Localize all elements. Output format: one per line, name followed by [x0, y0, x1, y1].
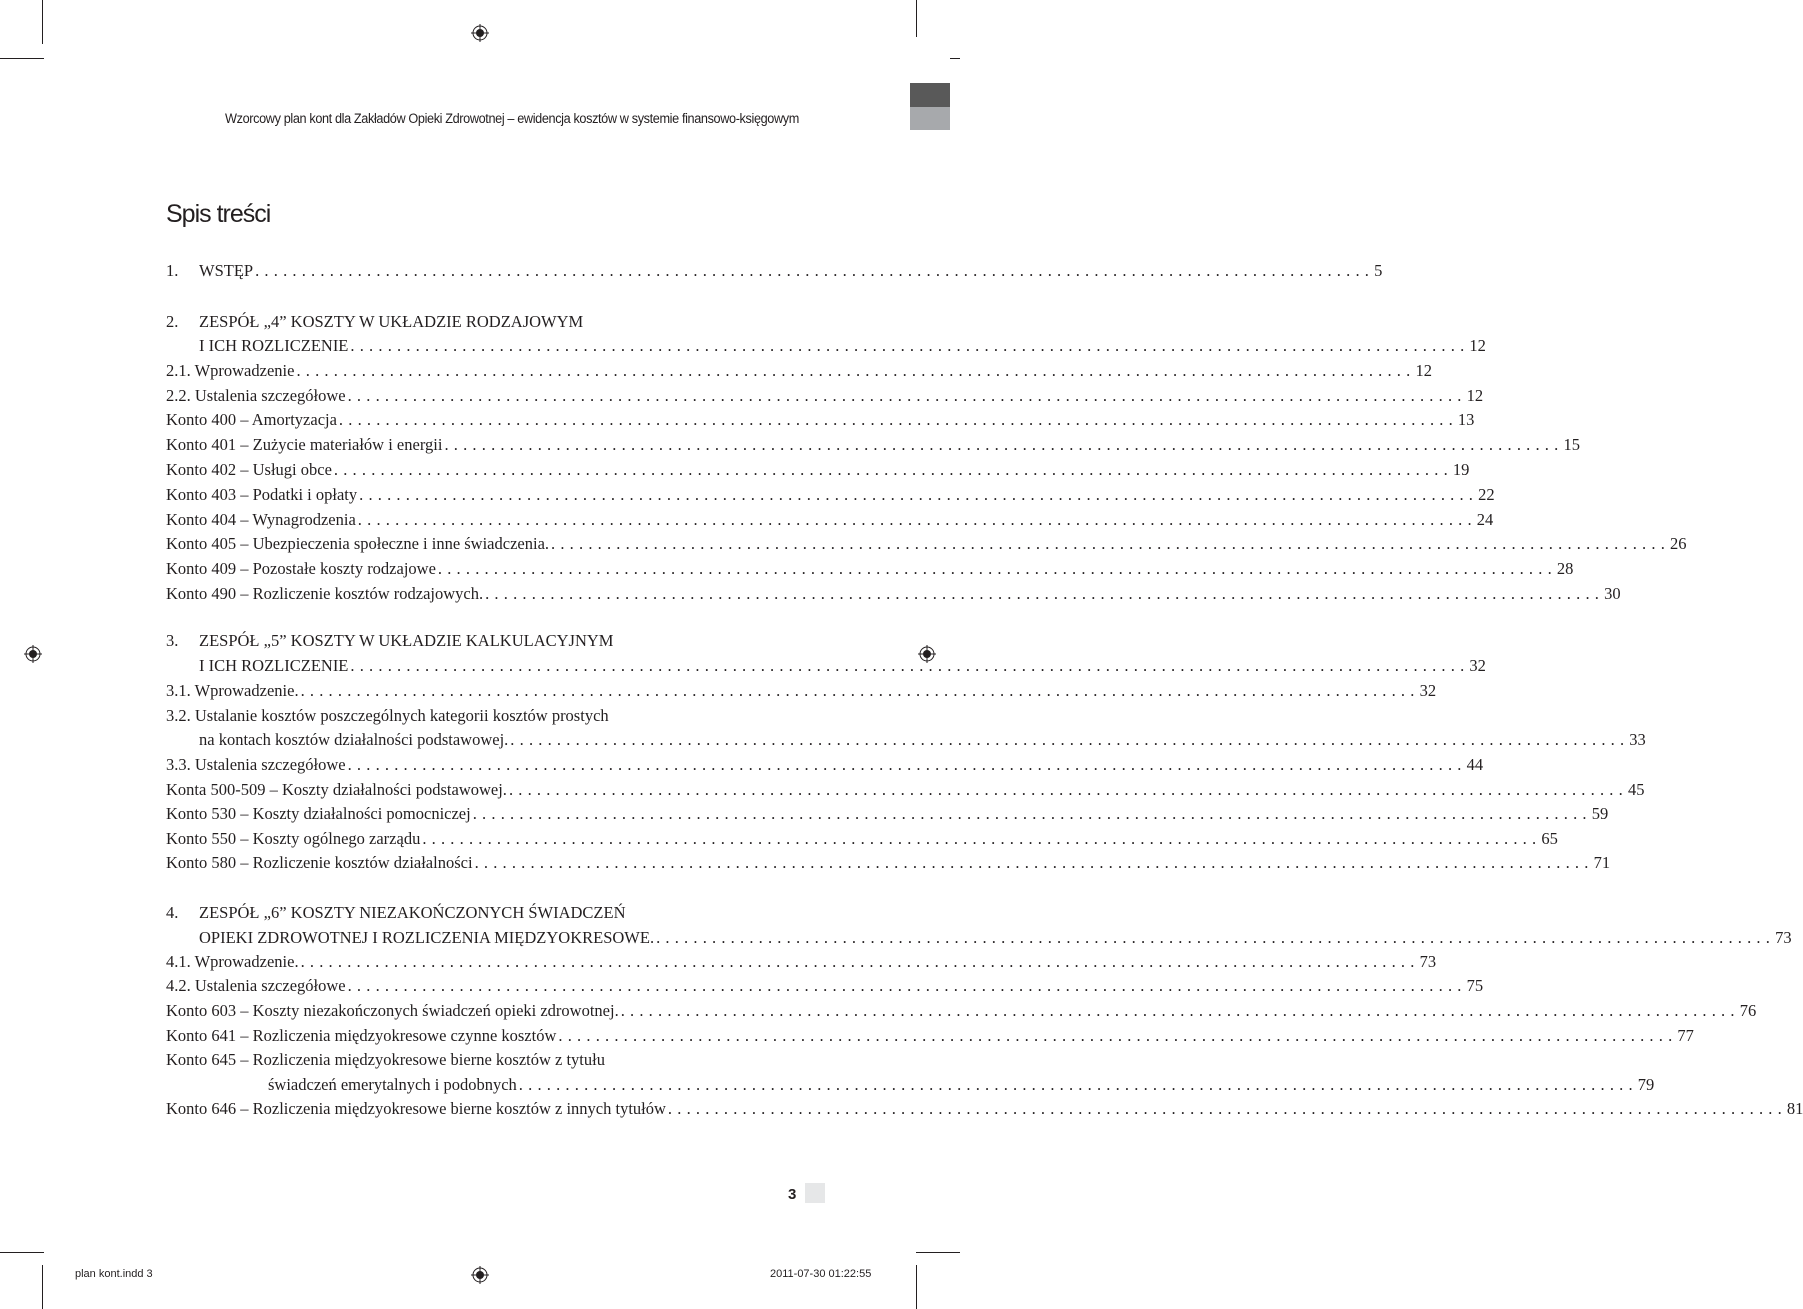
dot-leader: ........................................................................................................................	[656, 928, 1776, 947]
toc-entry-label: ZESPÓŁ „5” KOSZTY W UKŁADZIE KALKULACYJNYM	[199, 631, 614, 650]
toc-entry	[166, 558, 1574, 580]
toc-entry	[166, 484, 1495, 506]
toc-entry-page: 33	[1629, 730, 1646, 749]
toc-entry-page: 77	[1677, 1026, 1694, 1045]
toc-entry-label: 3.2. Ustalanie kosztów poszczególnych kategorii kosztów prostych	[166, 706, 609, 725]
dot-leader: ........................................................................................................................	[667, 1099, 1787, 1118]
dot-leader: ........................................................................................................................	[558, 1026, 1678, 1045]
thumb-tab-blank	[896, 37, 950, 83]
page-number-box	[805, 1183, 825, 1203]
toc-entry-label: Konto 405 – Ubezpieczenia społeczne i inne świadczenia.	[166, 534, 550, 553]
toc-entry	[166, 1025, 1694, 1047]
toc-entry-label: 4.1. Wprowadzenie.	[166, 952, 299, 971]
toc-entry	[166, 729, 1646, 751]
toc-entry-label: Konto 645 – Rozliczenia międzyokresowe bierne kosztów z tytułu	[166, 1050, 605, 1069]
dot-leader: ........................................................................................................................	[508, 780, 1628, 799]
crop-mark	[42, 0, 43, 44]
toc-entry	[166, 509, 1494, 531]
toc-entry	[166, 533, 1687, 555]
toc-entry-number: 1.	[166, 261, 179, 280]
dot-leader: ........................................................................................................................	[485, 584, 1605, 603]
page-title: Spis treści	[166, 200, 271, 228]
toc-entry-label: 4.2. Ustalenia szczegółowe	[166, 976, 346, 995]
toc-entry	[166, 1000, 1757, 1022]
toc-entry-label: ZESPÓŁ „6” KOSZTY NIEZAKOŃCZONYCH ŚWIADCZEŃ	[199, 903, 626, 922]
toc-entry	[166, 409, 1475, 431]
toc-entry-page: 12	[1466, 386, 1484, 405]
dot-leader: ........................................................................................................................	[620, 1001, 1740, 1020]
dot-leader: ........................................................................................................................	[255, 261, 1375, 280]
toc-entry-number: 4.	[166, 903, 179, 922]
toc-entry-label: OPIEKI ZDROWOTNEJ I ROZLICZENIA MIĘDZYOKRESOWE.	[199, 928, 655, 947]
toc-entry-label: świadczeń emerytalnych i podobnych	[268, 1075, 517, 1094]
crop-mark	[916, 1265, 917, 1309]
toc-entry	[166, 630, 800, 652]
toc-entry-page: 12	[1415, 361, 1432, 380]
toc-entry	[166, 655, 1486, 677]
toc-entry-label: na kontach kosztów działalności podstawowej.	[199, 730, 509, 749]
toc-entry-page: 28	[1556, 559, 1574, 578]
toc-entry-label: Konta 500-509 – Koszty działalności podstawowej.	[166, 780, 507, 799]
toc-entry	[166, 680, 1437, 702]
toc-entry	[166, 1098, 1803, 1120]
toc-entry-label: I ICH ROZLICZENIE	[199, 656, 349, 675]
thumb-tab-dark	[910, 83, 950, 107]
crop-mark	[42, 1265, 43, 1309]
toc-entry-page: 73	[1775, 928, 1792, 947]
toc-entry	[166, 975, 1484, 997]
toc-entry-page: 44	[1466, 755, 1484, 774]
toc-entry-label: Konto 646 – Rozliczenia międzyokresowe bierne kosztów z innych tytułów	[166, 1099, 666, 1118]
toc-entry-label: 2.1. Wprowadzenie	[166, 361, 295, 380]
toc-entry	[166, 1049, 800, 1071]
toc-entry	[166, 754, 1484, 776]
dot-leader: ........................................................................................................................	[350, 656, 1470, 675]
toc-entry-label: Konto 400 – Amortyzacja	[166, 410, 337, 429]
toc-entry-page: 73	[1419, 952, 1437, 971]
dot-leader: ........................................................................................................................	[296, 361, 1416, 380]
toc-entry	[166, 311, 800, 333]
toc-entry-number: 2.	[166, 312, 179, 331]
dot-leader: ........................................................................................................................	[347, 976, 1467, 995]
toc-entry-page: 5	[1374, 261, 1383, 280]
toc-entry	[166, 803, 1609, 825]
toc-entry-label: ZESPÓŁ „4” KOSZTY W UKŁADZIE RODZAJOWYM	[199, 312, 584, 331]
toc-entry-page: 65	[1541, 829, 1558, 848]
toc-entry	[166, 779, 1645, 801]
toc-entry-page: 12	[1469, 336, 1486, 355]
dot-leader: ........................................................................................................................	[444, 435, 1564, 454]
registration-mark-icon	[471, 24, 489, 42]
page-number: 3	[788, 1186, 797, 1203]
toc-entry	[166, 385, 1484, 407]
dot-leader: ........................................................................................................................	[422, 829, 1542, 848]
toc-entry-page: 30	[1604, 584, 1621, 603]
dot-leader: ........................................................................................................................	[474, 853, 1594, 872]
toc-entry-label: Konto 404 – Wynagrodzenia	[166, 510, 356, 529]
toc-entry-label: WSTĘP	[199, 261, 254, 280]
dot-leader: ........................................................................................................................	[347, 755, 1467, 774]
dot-leader: ........................................................................................................................	[300, 681, 1420, 700]
toc-entry-page: 75	[1466, 976, 1484, 995]
toc-entry	[166, 852, 1611, 874]
slug-timestamp: 2011-07-30 01:22:55	[770, 1268, 872, 1280]
toc-entry	[166, 951, 1437, 973]
toc-entry-page: 26	[1670, 534, 1687, 553]
toc-entry-number: 3.	[166, 631, 179, 650]
dot-leader: ........................................................................................................................	[510, 730, 1630, 749]
toc-entry-label: Konto 403 – Podatki i opłaty	[166, 485, 358, 504]
toc-entry-page: 81	[1786, 1099, 1803, 1118]
dot-leader: ........................................................................................................................	[437, 559, 1557, 578]
toc-entry	[166, 828, 1558, 850]
dot-leader: ........................................................................................................................	[518, 1075, 1638, 1094]
toc-entry-page: 32	[1469, 656, 1486, 675]
toc-entry-label: 3.3. Ustalenia szczegółowe	[166, 755, 346, 774]
toc-entry	[166, 260, 1383, 282]
dot-leader: ........................................................................................................................	[359, 485, 1479, 504]
dot-leader: ........................................................................................................................	[338, 410, 1458, 429]
toc-entry-label: Konto 641 – Rozliczenia międzyokresowe czynne kosztów	[166, 1026, 557, 1045]
toc-entry-label: Konto 530 – Koszty działalności pomocniczej	[166, 804, 471, 823]
dot-leader: ........................................................................................................................	[551, 534, 1671, 553]
toc-entry	[166, 705, 800, 727]
dot-leader: ........................................................................................................................	[333, 460, 1453, 479]
dot-leader: ........................................................................................................................	[347, 386, 1467, 405]
toc-entry-page: 13	[1457, 410, 1475, 429]
toc-entry-page: 19	[1452, 460, 1470, 479]
toc-entry-label: I ICH ROZLICZENIE	[199, 336, 349, 355]
toc-entry-page: 24	[1476, 510, 1494, 529]
toc-entry-label: Konto 401 – Zużycie materiałów i energii	[166, 435, 443, 454]
toc-entry-page: 59	[1591, 804, 1609, 823]
toc-entry	[166, 902, 800, 924]
registration-mark-icon	[471, 1266, 489, 1284]
dot-leader: ........................................................................................................................	[350, 336, 1470, 355]
toc-entry	[166, 434, 1580, 456]
crop-mark	[0, 1252, 44, 1253]
toc-entry-page: 15	[1563, 435, 1580, 454]
running-header: Wzorcowy plan kont dla Zakładów Opieki Zdrowotnej – ewidencja kosztów w systemie finansowo-księgowym	[225, 111, 799, 126]
toc-entry-page: 79	[1637, 1075, 1655, 1094]
toc-entry	[166, 583, 1621, 605]
registration-mark-icon	[24, 645, 42, 663]
slug-filename: plan kont.indd 3	[75, 1268, 153, 1280]
toc-entry	[166, 459, 1470, 481]
toc-entry-label: 3.1. Wprowadzenie.	[166, 681, 299, 700]
crop-mark	[916, 1252, 960, 1253]
toc-entry	[166, 927, 1792, 949]
toc-entry-page: 32	[1419, 681, 1437, 700]
toc-entry	[166, 1074, 1655, 1096]
crop-mark	[0, 58, 44, 59]
toc-entry-label: Konto 402 – Usługi obce	[166, 460, 332, 479]
toc-entry-label: Konto 603 – Koszty niezakończonych świadczeń opieki zdrowotnej.	[166, 1001, 619, 1020]
toc-entry-page: 45	[1627, 780, 1645, 799]
dot-leader: ........................................................................................................................	[300, 952, 1420, 971]
toc-entry	[166, 360, 1432, 382]
toc-entry-page: 76	[1739, 1001, 1757, 1020]
toc-entry-label: Konto 409 – Pozostałe koszty rodzajowe	[166, 559, 436, 578]
toc-entry-label: Konto 580 – Rozliczenie kosztów działalności	[166, 853, 473, 872]
toc-entry-label: 2.2. Ustalenia szczegółowe	[166, 386, 346, 405]
dot-leader: ........................................................................................................................	[357, 510, 1477, 529]
dot-leader: ........................................................................................................................	[472, 804, 1592, 823]
toc-entry-page: 22	[1478, 485, 1495, 504]
toc-entry-label: Konto 490 – Rozliczenie kosztów rodzajowych.	[166, 584, 484, 603]
toc-entry-label: Konto 550 – Koszty ogólnego zarządu	[166, 829, 421, 848]
toc-entry	[166, 335, 1486, 357]
toc-entry-page: 71	[1593, 853, 1611, 872]
